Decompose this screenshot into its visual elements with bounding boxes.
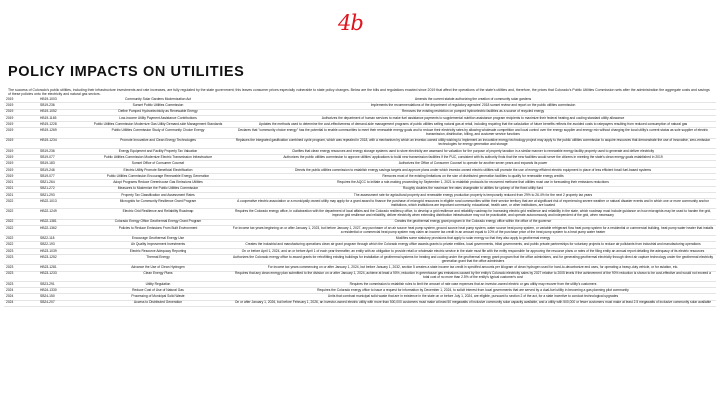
row-bill-number: HB23-1281	[40, 265, 57, 270]
row-description: For income tax years beginning on or after January 1, 2023, but before January 1, 2027, any purchaser of an air source heat pump system, ground source heat pump system, water source heat pump system, or variable refrigerant flow heat pump system for a residential or commercial building, heat pump water heater that installs a residential or commercial heat pump system may claim an income tax credit in an amount equal to 10% of the purchase price of the heat pump system to a heat pump water heater	[232, 225, 714, 234]
row-bill-name: Clean Energy Plans	[143, 271, 173, 276]
row-bill-number: SB19-077	[40, 154, 55, 159]
policy-table-body	[4, 97, 716, 306]
row-year: 2024	[6, 287, 14, 292]
table-row	[4, 255, 716, 265]
row-bill-name: Advance the Use of Clean Hydrogen	[131, 265, 185, 270]
row-description: Clarifies that clean energy resources and energy storage systems used to store electricity are assessed for valuation for the purpose of property taxation in a similar manner to renewable energy facility property used to generate and deliver electricity	[291, 148, 655, 153]
row-description: Updates the methods used to determine the cost-effectiveness of demand-side management programs of public utilities selling natural gas at retail, including requiring that the calculation of future benefits reflects the avoided costs to ratepayers resulting from reduced consumption of natural gas	[258, 121, 688, 126]
row-year: 2022	[6, 242, 14, 247]
row-bill-number: SB19-246	[40, 167, 55, 172]
row-bill-name: Energy Equipment and Facility Property Tax Valuation	[118, 148, 198, 153]
row-bill-name: Policies to Reduce Emissions From Built Environment	[118, 225, 198, 230]
table-row	[4, 128, 716, 138]
row-bill-name: Electric Grid Resilience and Reliability Roadmap	[122, 209, 194, 214]
row-description: On or before April 1, 2024, and on or before April 1 of each year thereafter, an entity with an obligation to provide retail or wholesale electric service in the state must file with the entity responsible for approving the resource plans or rates of the filing entity an annual report detailing the adequacy of its electric resources	[241, 248, 705, 253]
row-year: 2019	[6, 167, 14, 172]
row-bill-number: HB23-1039	[40, 248, 57, 253]
row-bill-name: Low-income Utility Payment Assistance Contributions	[119, 115, 197, 120]
row-description: Declares that "community choice energy" has the potential to enable communities to meet their renewable energy goals and to reduce their electricity rates by allowing wholesale competition and local control over the energy supplier and energy mix without changing the local utility's current status as sole supplier of electric transmission, distribution, billing, and customer service functions	[237, 128, 709, 137]
row-description: Removes most of the existing limitations on the size of distributed generation facilities to qualify for renewable energy credits	[382, 173, 564, 178]
row-description: Creates the industrial and manufacturing operations clean air grant program through which the Colorado energy office awards grants to private entities, local governments, tribal governments, and public private partnerships for voluntary projects to reduce air pollutants from industrial and manufacturing operations	[245, 242, 701, 247]
row-year: 2019	[6, 173, 14, 178]
row-year: 2022	[6, 219, 14, 224]
row-bill-name: Microgrids for Community Resilience Grant Program	[119, 199, 197, 204]
row-bill-number: HB19-1165	[40, 115, 57, 120]
row-description: Replaces the integrated gasification combined cycle program, which was repealed in 2018, with a mechanism by which an investor-owned utility wishing to implement an innovative energy technology project may apply to the public utilities commission to acquire resources that demonstrate the use of innovative, zero-emission technologies for energy generation and storage	[235, 138, 711, 147]
row-bill-number: SB22-193	[40, 242, 55, 247]
row-description: Creates the geothermal energy grant program in the Colorado energy office within the office of the governor	[394, 219, 552, 224]
row-bill-number: SB19-236	[40, 148, 55, 153]
row-year: 2019	[6, 109, 14, 114]
row-description: Authorizes the Office of Consumer Counsel to operate for another seven years and expands its power	[398, 161, 548, 166]
row-bill-number: HB22-1013	[40, 199, 57, 204]
row-description: On or after January 1, 2026, but before February 1, 2026, an investor-owned electric utility with more than 500,000 customers must make at least 50 megawatts of inclusive community solar capacity available, and a utility with 500,000 or fewer customers must make at least 2.5 megawatts of inclusive community solar available	[234, 300, 712, 305]
row-year: 2019	[6, 154, 14, 159]
row-year: 2023	[6, 271, 14, 276]
row-year: 2023	[6, 281, 14, 286]
row-bill-name: Sunset Public Utilities Commission	[132, 103, 184, 108]
row-bill-number: HB23-1252	[40, 254, 57, 259]
row-bill-name: Thermal Energy	[146, 254, 170, 259]
policy-table	[4, 97, 716, 307]
row-description: Requires the Colorado energy office, in collaboration with the department of local affairs and the Colorado resiliency office, to develop a grid resilience and reliability roadmap for increasing electric grid resilience and reliability in the state, which roadmap must include guidance on how microgrids may be used to harden the grid, improve grid resilience and reliability, deliver electricity when extending distribution infrastructure may not be practicable, and operate autonomously and independent of the grid, when necessary	[234, 209, 712, 218]
row-bill-number: HB19-1234	[40, 138, 57, 143]
row-description: Removes the existing restriction on pumped hydroelectric facilities as a source of recycled energy	[401, 109, 545, 114]
row-year: 2021	[6, 192, 14, 197]
row-bill-number: SB23-291	[40, 281, 55, 286]
table-row	[4, 300, 716, 306]
table-row	[4, 271, 716, 281]
row-description: The assessment rate for agricultural property and renewable energy production property is temporarily reduced from 29% to 26.4% for the next 2 property tax years	[353, 192, 593, 197]
row-year: 2019	[6, 103, 14, 108]
row-year: 2021	[6, 186, 14, 191]
row-description: Authorizes the Colorado energy office to award grants for retrofitting existing buildings for installation of geothermal systems for heating and cooling under the geothermal energy grant program that the office administers, and for generating geothermal electricity through direct air capture technology under the geothermal electricity generation grant that the office administers	[232, 254, 714, 263]
row-bill-number: SB24-207	[40, 300, 55, 305]
row-bill-name: Utility Regulation	[145, 281, 171, 286]
row-bill-number: HB23-1233	[40, 271, 57, 276]
row-bill-name: Adopt Programs Reduce Greenhouse Gas Emissions Utilities	[113, 180, 203, 185]
row-year: 2023	[6, 254, 14, 259]
intro-paragraph: The success of Colorado's public utilities, including their infrastructure investments and rate increases, are fully regulated by the state government; this leaves consumer prices especially vulnerable to state policy changes. Below are the bills and regulations enacted since 2019 that affect the operations of the state's utilities and, therefore, the prices that Colorado's Public Utilities Commission sets after the administration the aggregate costs and savings of these policies onto the electricity and natural gas sectors.	[8, 87, 710, 97]
page-title: POLICY IMPACTS ON UTILITIES	[8, 64, 245, 80]
table-row	[4, 225, 716, 235]
row-bill-name: Sunset Office of Consumer Counsel	[131, 161, 185, 166]
row-description: Units that combust municipal solid waste that are in existence in the state on or before July 1, 2024, are eligible, pursuant to section 2 of the act, for a state incentive to conduct technological upgrades	[327, 294, 619, 299]
row-bill-name: Encourage Geothermal Energy Use	[131, 235, 185, 240]
row-bill-name: Define Pumped Hydroelectricity as Renewable Energy	[118, 109, 198, 114]
row-bill-number: SB19-183	[40, 161, 55, 166]
row-bill-name: Promote Innovative and Clean Energy Technologies	[120, 138, 196, 143]
row-bill-name: Colorado Energy Office Geothermal Energy Grant Program	[114, 219, 202, 224]
row-bill-number: SB19-077	[40, 173, 55, 178]
row-description: Directs the public utilities commission to establish energy savings targets and approve plans under which investor-owned electric utilities will promote the use of energy efficient electric equipment in place of less efficient fossil fuel-based systems	[294, 167, 652, 172]
table-row	[4, 209, 716, 219]
row-year: 2022	[6, 209, 14, 214]
row-description: Amends the current statute authorizing the creation of community solar gardens	[414, 96, 532, 101]
handwritten-annotation: 4b	[338, 11, 363, 35]
row-description: Authorizes the department of human services to make fuel assistance payments to supplemental nutrition assistance program recipients to maximize their federal heating and cooling standard utility allowance	[321, 115, 625, 120]
row-bill-name: Processing of Municipal Solid Waste	[131, 294, 185, 299]
table-row	[4, 138, 716, 148]
row-bill-name: Public Utilities Commission Encourage Renewable Energy Generation	[106, 173, 210, 178]
row-bill-number: HB19-1269	[40, 128, 57, 133]
row-year: 2024	[6, 300, 14, 305]
row-description: Requires the AQCC to initiate a rule-making proceeding by September 1, 2021 to establish protocols for recovered methane that utilities must use in forecasting their emissions reductions	[337, 180, 609, 185]
row-year: 2019	[6, 148, 14, 153]
row-year: 2021	[6, 180, 14, 185]
row-bill-name: Measures to Modernize the Public Utilities Commission	[117, 186, 199, 191]
row-description: A cooperative electric association or a municipally owned utility may apply for a grant award to finance the purchase of microgrid resources in eligible rural communities within their service territory that are at significant risk of experiencing severe weather or natural disaster events and in which one or more community anchor institutions, which institutions are important community, educational, health care, or other institutions, are located	[237, 199, 709, 207]
row-bill-number: HB22-1362	[40, 225, 57, 230]
row-year: 2019	[6, 96, 14, 101]
row-year: 2022	[6, 225, 14, 230]
row-bill-name: Reduce Cost of Use of Natural Gas	[132, 287, 184, 292]
row-year: 2023	[6, 248, 14, 253]
row-description: Requires that any clean energy plan submitted to the division on or after January 1, 2024, achieve at least a 90%, reduction in greenhouse gas emissions caused by the entity's Colorado electricity sales by 2027 relative to 2005 levels if the achievement of the 90% reduction is shown to be cost-effective and would not exceed a total cost of no more than 2.5% of the entity's typical customer's cost	[235, 271, 711, 280]
row-year: 2019	[6, 138, 14, 143]
row-year: 2019	[6, 161, 14, 166]
row-bill-name: Public Utilities Commission Modernize Gas Utility Demand-side Management Standards	[93, 121, 223, 126]
row-description: Roughly doubles the maximum fee rates chargeable to utilities for upkeep of the fixed utility fund	[402, 186, 544, 191]
row-bill-number: HB19-1052	[40, 109, 57, 114]
table-row	[4, 199, 716, 209]
row-year: 2019	[6, 128, 14, 133]
row-bill-name: Public Utilities Commission Modernize Electric Transmission Infrastructure	[103, 154, 213, 159]
row-year: 2019	[6, 115, 14, 120]
row-bill-name: Access to Distributed Generation	[133, 300, 183, 305]
row-bill-number: SB21-293	[40, 192, 55, 197]
row-description: Authorizes the public utilities commission to approve utilities' applications to build new transmission facilities if the PUC, consistent with its authority finds that the new facilities would serve the citizens in meeting the state's clean energy goals established in 2019	[283, 154, 663, 159]
row-bill-name: Air Quality Improvement Investments	[130, 242, 186, 247]
row-bill-name: Public Utilities Commission Study of Community Choice Energy	[111, 128, 205, 133]
row-year: 2022	[6, 199, 14, 204]
row-bill-number: SB19-236	[40, 103, 55, 108]
row-bill-number: SB21-264	[40, 180, 55, 185]
row-year: 2022	[6, 235, 14, 240]
row-bill-number: SB24-150	[40, 294, 55, 299]
row-year: 2024	[6, 294, 14, 299]
row-description: Requires the commission to establish rules to limit the amount of rate case expenses that an investor-owned electric or gas utility may recover from the utility's customers	[349, 281, 597, 286]
row-bill-number: SB21-272	[40, 186, 55, 191]
row-description: Modifies some statutory provisions that apply to solar energy so that they also apply to geothermal energy	[395, 235, 551, 240]
row-bill-number: SB22-118	[40, 235, 55, 240]
row-description: For income tax years commencing on or after January 1, 2024, but before January 1, 2032, section 5 creates a state income tax credit in specified amounts per kilogram of clean hydrogen used for hard-to-decarbonize end uses, for operating a heavy-duty vehicle, or for aviation, etc.	[267, 265, 679, 270]
row-year: 2023	[6, 265, 14, 270]
row-bill-name: Community Solar Gardens Modernization Act	[125, 96, 191, 101]
row-bill-name: Electric Utility Promote Beneficial Electrification	[123, 167, 193, 172]
row-description: Requires the Colorado energy office to issue a request for information by December 1, 2024, to solicit interest from local governments that are served by a dual-fuel utility in becoming a gas planning pilot community	[317, 287, 629, 292]
row-bill-number: HB24-1330	[40, 287, 57, 292]
row-year: 2019	[6, 121, 14, 126]
row-bill-number: HB19-1003	[40, 96, 57, 101]
row-description: Implements the recommendations of the department of regulatory agencies' 2018 sunset review and report on the public utilities commission	[370, 103, 576, 108]
row-bill-name: Electric Resource Adequacy Reporting	[129, 248, 187, 253]
row-bill-number: HB22-1381	[40, 219, 57, 224]
row-bill-number: HB19-1228	[40, 121, 57, 126]
row-bill-number: HB22-1249	[40, 209, 57, 214]
row-bill-name: Property Tax Classification and Assessment Rates	[121, 192, 195, 197]
